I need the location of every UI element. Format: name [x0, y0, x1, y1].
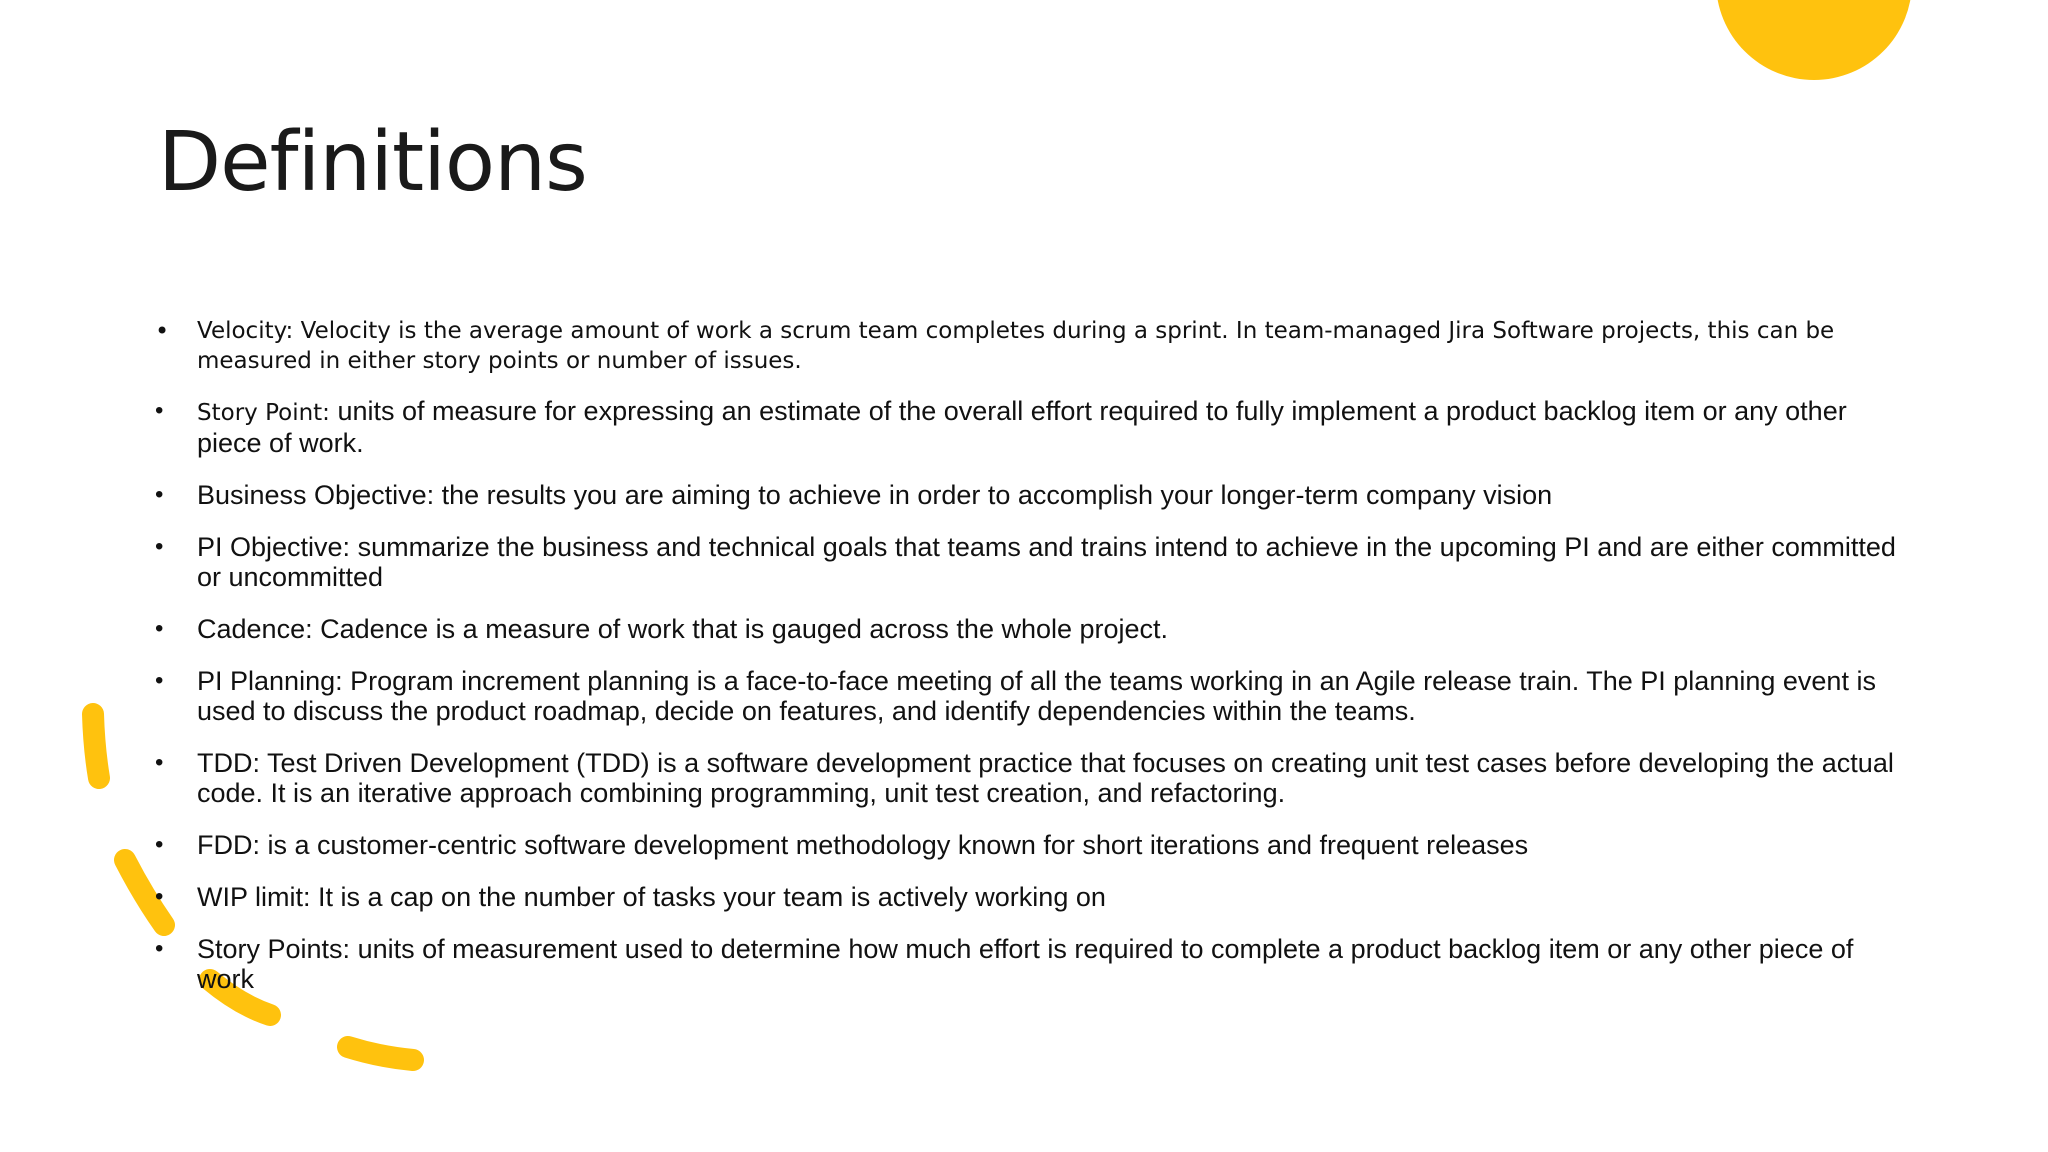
bullet-icon: •	[155, 667, 164, 694]
definition-text: summarize the business and technical goals that teams and trains intend to achieve in the upcoming PI and are either committed or uncommitted	[197, 532, 1896, 592]
definition-story-points	[155, 934, 1915, 994]
definition-term: WIP limit:	[197, 882, 311, 912]
definition-term: Cadence:	[197, 614, 313, 644]
bullet-icon: •	[155, 533, 164, 560]
definition-term: FDD:	[197, 830, 260, 860]
definition-text: Velocity is the average amount of work a scrum team completes during a sprint. In team-managed Jira Software projects, this can be measured in either story points or number of issues.	[197, 318, 1835, 374]
dash-stroke-1	[93, 714, 99, 778]
definition-pi-planning	[155, 666, 1915, 726]
definition-term: PI Objective:	[197, 532, 351, 562]
definition-velocity	[155, 316, 1915, 376]
definition-pi-objective	[155, 532, 1915, 592]
definition-text: Program increment planning is a face-to-face meeting of all the teams working in an Agile release train. The PI planning event is used to discuss the product roadmap, decide on features, and identify dependencies within the teams.	[197, 666, 1876, 726]
bullet-icon: •	[155, 481, 164, 508]
definition-text: is a customer-centric software development methodology known for short iterations and frequent releases	[260, 830, 1529, 860]
bullet-icon: •	[155, 935, 164, 962]
definition-business-objective	[155, 480, 1915, 510]
bullet-icon: •	[155, 317, 170, 345]
definition-tdd	[155, 748, 1915, 808]
definitions-list	[155, 316, 1915, 1016]
definition-term: PI Planning:	[197, 666, 343, 696]
definition-text: Test Driven Development (TDD) is a software development practice that focuses on creating unit test cases before developing the actual code. It is an iterative approach combining programming, unit test creation, and refactoring.	[197, 748, 1894, 808]
definition-wip-limit	[155, 882, 1915, 912]
definition-term: Business Objective:	[197, 480, 435, 510]
definition-text: units of measure for expressing an estimate of the overall effort required to fully implement a product backlog item or any other piece of work.	[197, 396, 1847, 458]
definition-text: Cadence is a measure of work that is gauged across the whole project.	[312, 614, 1169, 644]
definition-term: Velocity:	[197, 318, 294, 344]
dash-stroke-4	[348, 1047, 413, 1060]
definition-cadence	[155, 614, 1915, 644]
slide-title: Definitions	[158, 115, 587, 210]
bullet-icon: •	[155, 883, 164, 910]
bullet-icon: •	[155, 749, 164, 776]
bullet-icon: •	[155, 615, 164, 642]
bullet-icon: •	[155, 831, 164, 858]
definition-fdd	[155, 830, 1915, 860]
definition-term: Story Points:	[197, 934, 351, 964]
accent-circle	[1716, 0, 1912, 80]
definition-term: Story Point:	[197, 400, 330, 426]
definition-term: TDD:	[197, 748, 260, 778]
definition-text: the results you are aiming to achieve in order to accomplish your longer-term company vision	[434, 480, 1553, 510]
definition-text: units of measurement used to determine how much effort is required to complete a product backlog item or any other piece of work	[197, 934, 1854, 994]
bullet-icon: •	[155, 397, 164, 424]
definition-story-point	[155, 396, 1915, 458]
definition-text: It is a cap on the number of tasks your team is actively working on	[310, 882, 1106, 912]
